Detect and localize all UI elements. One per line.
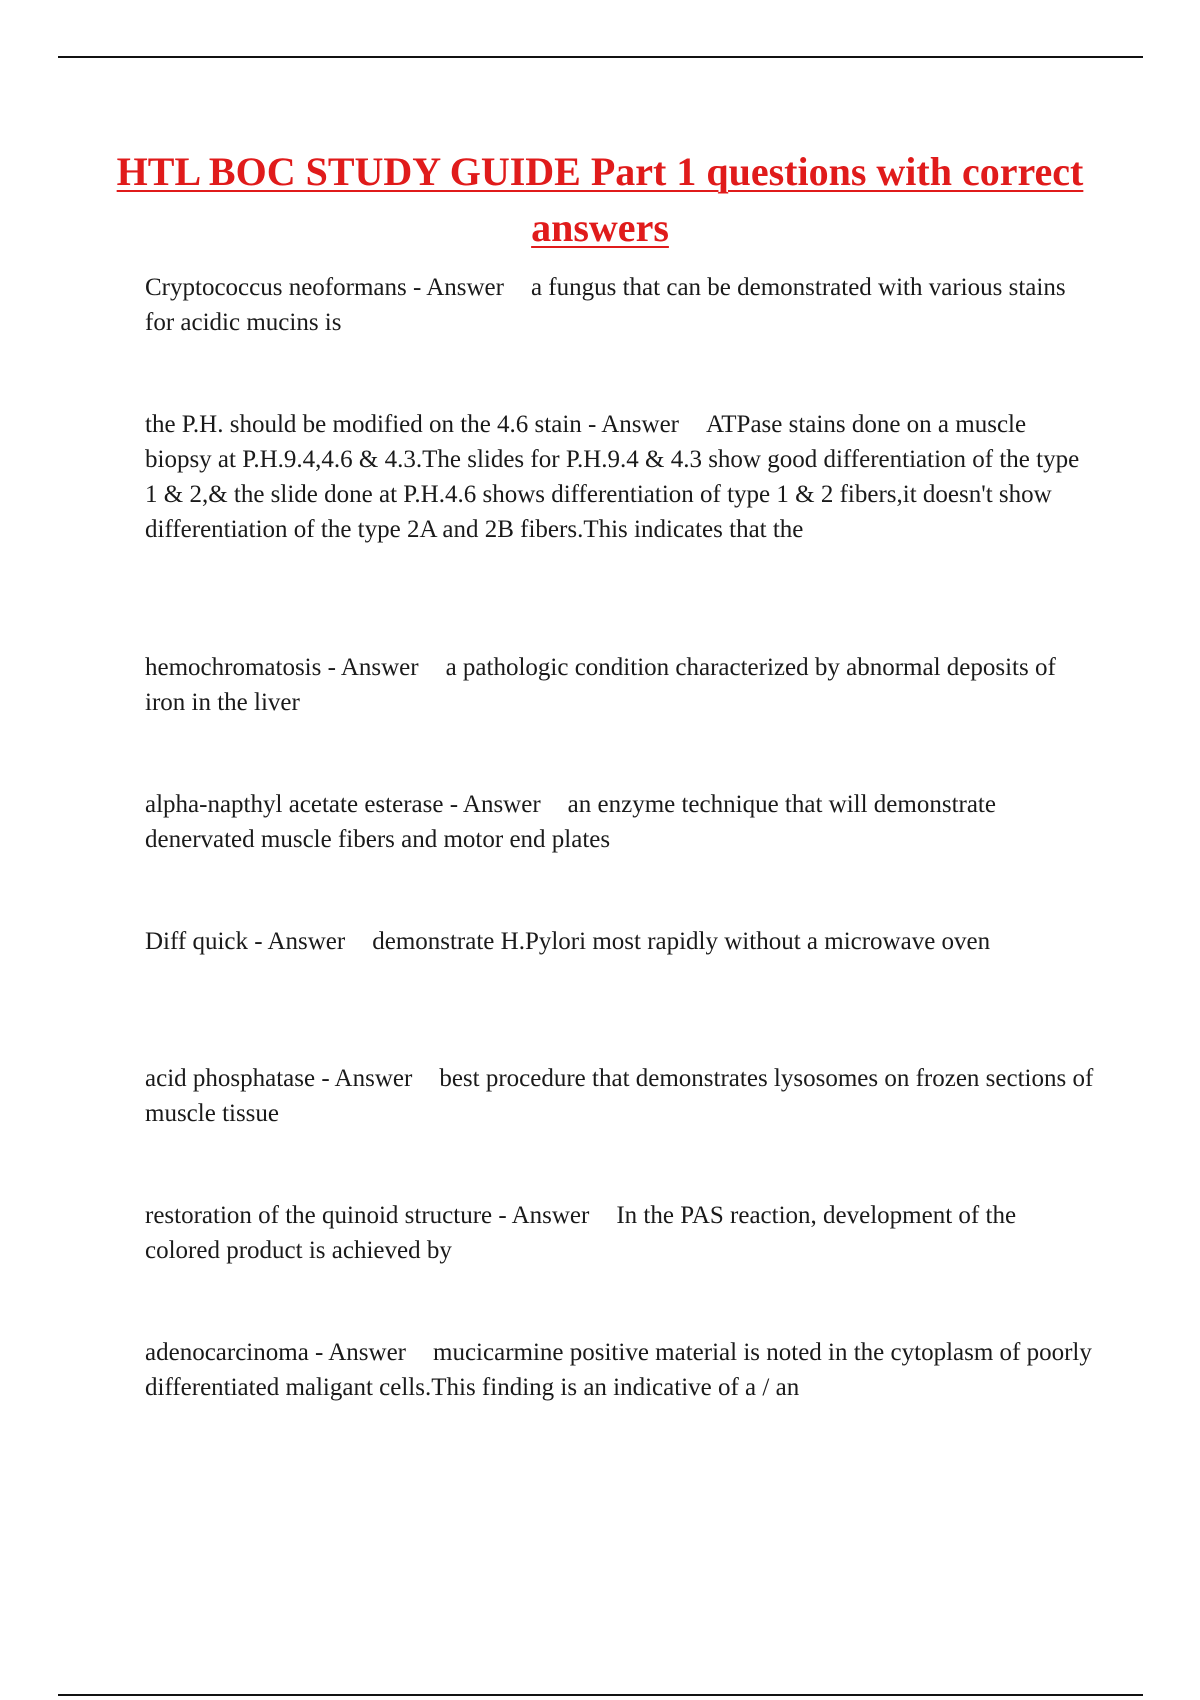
- answer-label: Answer: [334, 1065, 413, 1092]
- qa-term: Diff quick: [145, 928, 248, 955]
- qa-term: adenocarcinoma: [145, 1339, 309, 1366]
- answer-label: Answer: [328, 1339, 407, 1366]
- qa-separator: -: [254, 928, 263, 955]
- qa-term: Cryptococcus neoformans: [145, 274, 407, 301]
- qa-separator: -: [588, 411, 597, 438]
- answer-label: Answer: [426, 274, 504, 301]
- qa-list: [145, 270, 1095, 1472]
- qa-separator: -: [498, 1202, 507, 1229]
- answer-label: Answer: [267, 928, 346, 955]
- qa-separator: -: [449, 791, 459, 818]
- qa-definition: an enzyme technique that will demonstrate denervated muscle fibers and motor end plates: [145, 791, 996, 853]
- qa-definition: In the PAS reaction, development of the colored product is achieved by: [145, 1202, 1017, 1264]
- qa-definition: a fungus that can be demonstrated with various stains for acidic mucins is: [145, 274, 1066, 336]
- page-title: HTL BOC STUDY GUIDE Part 1 questions with correct answers: [116, 149, 1084, 250]
- answer-label: Answer: [340, 654, 419, 681]
- qa-item: [145, 270, 1095, 407]
- qa-term: the P.H. should be modified on the 4.6 stain: [145, 411, 582, 438]
- qa-item: [145, 924, 1095, 1061]
- qa-term: acid phosphatase: [145, 1065, 316, 1092]
- qa-item: [145, 787, 1095, 924]
- qa-separator: -: [327, 654, 336, 681]
- qa-item: [145, 1198, 1095, 1335]
- bottom-rule: [58, 1694, 1143, 1696]
- qa-item: [145, 650, 1095, 787]
- qa-item: [145, 1335, 1095, 1472]
- qa-separator: -: [321, 1065, 330, 1092]
- qa-definition: demonstrate H.Pylori most rapidly without a microwave oven: [372, 928, 991, 955]
- qa-term: alpha-napthyl acetate esterase: [145, 791, 444, 818]
- top-rule: [58, 56, 1143, 58]
- qa-definition: best procedure that demonstrates lysosomes on frozen sections of muscle tissue: [145, 1065, 1094, 1127]
- qa-term: hemochromatosis: [145, 654, 322, 681]
- qa-item: [145, 1061, 1095, 1198]
- qa-separator: -: [412, 274, 422, 301]
- qa-separator: -: [315, 1339, 324, 1366]
- qa-definition: ATPase stains done on a muscle biopsy at P.H.9.4,4.6 & 4.3.The slides for P.H.9.4 & 4.3 show good differentiation of the type 1 & 2,& the slide done at P.H.4.6 shows differentiation of type 1 & 2 fibers,it doesn't show differentiation of the type 2A and 2B fibers.This indicates that the: [145, 411, 1080, 543]
- answer-label: Answer: [462, 791, 541, 818]
- answer-label: Answer: [511, 1202, 590, 1229]
- qa-item: [145, 407, 1095, 650]
- qa-definition: mucicarmine positive material is noted in the cytoplasm of poorly differentiated maligant cells.This finding is an indicative of a / an: [145, 1339, 1092, 1401]
- qa-definition: a pathologic condition characterized by abnormal deposits of iron in the liver: [145, 654, 1056, 716]
- answer-label: Answer: [601, 411, 679, 438]
- qa-term: restoration of the quinoid structure: [145, 1202, 493, 1229]
